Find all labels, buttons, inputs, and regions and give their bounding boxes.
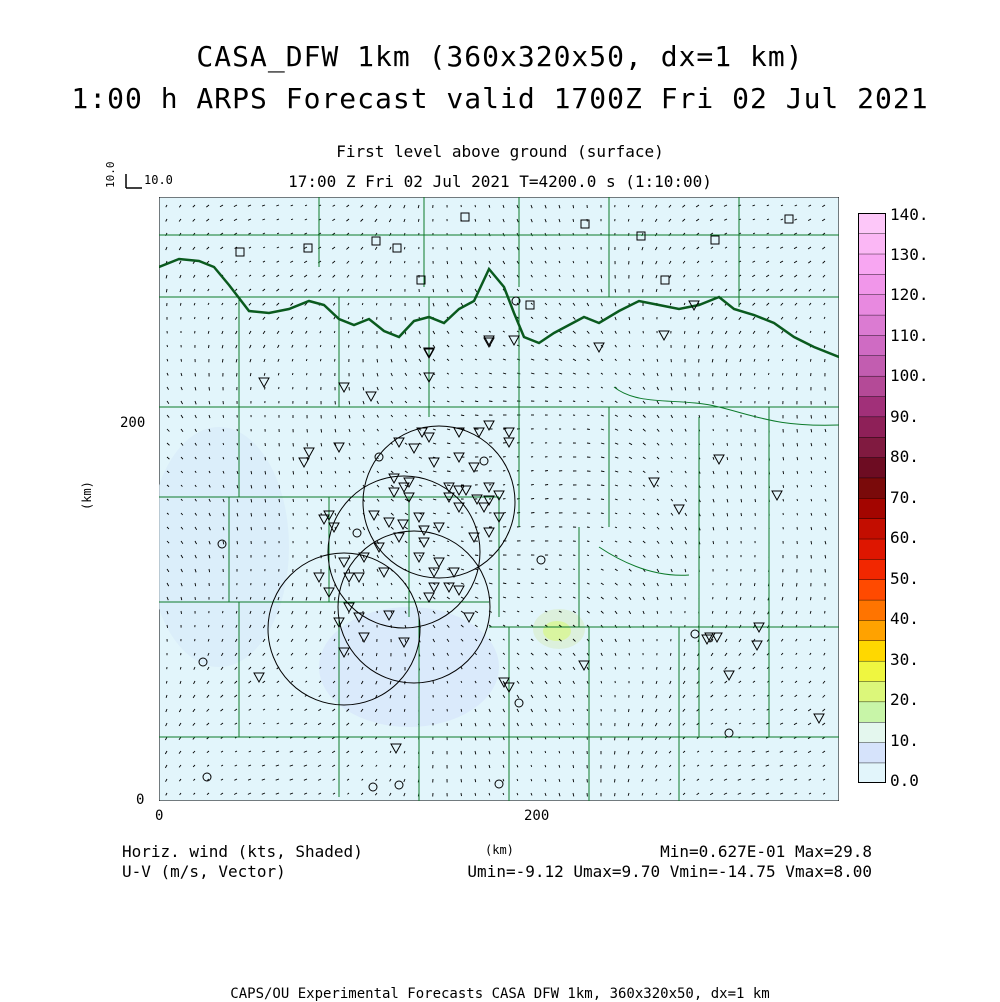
wind-vector	[293, 499, 294, 502]
reference-vector-vertical-label: 10.0	[104, 162, 117, 189]
wind-vector	[782, 583, 783, 586]
wind-vector	[797, 485, 798, 487]
wind-vector	[376, 303, 377, 305]
colorbar-label-40: 40.	[890, 609, 919, 628]
wind-vector	[278, 583, 279, 586]
wind-vector	[726, 597, 727, 600]
wind-vector	[181, 359, 182, 362]
wind-vector	[195, 373, 196, 376]
wind-vector	[447, 695, 448, 697]
colorbar-swatch	[858, 396, 886, 417]
wind-vector	[685, 583, 686, 586]
y-tick-label-200: 200	[120, 415, 145, 431]
wind-vector	[559, 583, 561, 584]
field-description-shaded: Horiz. wind (kts, Shaded)	[122, 842, 363, 861]
wind-vector	[279, 471, 280, 475]
wind-vector	[447, 485, 450, 486]
wind-vector	[251, 457, 252, 460]
wind-vector	[615, 289, 616, 292]
y-axis-label: (km)	[80, 481, 94, 510]
wind-vector	[671, 597, 672, 600]
wind-vector	[265, 583, 266, 586]
wind-vector	[265, 513, 266, 516]
colorbar-label-130: 130.	[890, 245, 929, 264]
wind-vector	[741, 583, 742, 586]
wind-vector	[531, 387, 534, 388]
colorbar-label-10: 10.	[890, 731, 919, 750]
wind-vector	[531, 471, 534, 472]
colorbar	[858, 213, 886, 783]
wind-vector	[320, 359, 321, 361]
wind-vector	[573, 751, 574, 754]
wind-vector	[573, 219, 574, 222]
colorbar-swatches	[858, 213, 886, 783]
colorbar-swatch	[858, 681, 886, 702]
uv-range-stats: Umin=-9.12 Umax=9.70 Vmin=-14.75 Vmax=8.00	[467, 862, 872, 881]
x-tick-label-0: 0	[155, 808, 163, 824]
wind-vector	[545, 471, 548, 472]
wind-vector	[811, 415, 812, 419]
wind-vector	[306, 583, 307, 586]
wind-vector	[783, 499, 784, 501]
x-tick-label-200: 200	[524, 808, 549, 824]
wind-vector	[180, 303, 181, 306]
colorbar-swatch	[858, 722, 886, 743]
wind-vector	[167, 345, 168, 347]
colorbar-label-120: 120.	[890, 285, 929, 304]
colorbar-swatch	[858, 417, 886, 438]
wind-vector	[223, 611, 224, 613]
wind-map-plot	[159, 197, 839, 801]
wind-vector	[741, 499, 742, 502]
wind-vector	[433, 681, 434, 684]
wind-vector	[279, 485, 280, 488]
wind-vector	[796, 373, 797, 376]
wind-vector	[573, 205, 574, 208]
credit-line: CAPS/OU Experimental Forecasts CASA DFW 1km, 360x320x50, dx=1 km	[0, 986, 1000, 1002]
colorbar-swatch	[858, 254, 886, 275]
wind-vector	[545, 387, 548, 388]
wind-vector	[293, 471, 294, 474]
wind-vector	[391, 289, 392, 291]
wind-vector	[629, 653, 630, 655]
wind-vector	[684, 331, 685, 334]
wind-vector	[531, 498, 534, 499]
wind-vector	[741, 513, 742, 516]
colorbar-swatch	[858, 437, 886, 458]
wind-vector	[573, 723, 574, 725]
colorbar-swatch	[858, 559, 886, 580]
wind-vector	[405, 261, 406, 263]
wind-vector	[195, 317, 196, 319]
colorbar-label-60: 60.	[890, 528, 919, 547]
wind-vector	[768, 373, 769, 375]
colorbar-swatch	[858, 274, 886, 295]
field-description-vector: U-V (m/s, Vector)	[122, 862, 286, 881]
colorbar-swatch	[858, 213, 886, 234]
colorbar-swatch	[858, 356, 886, 377]
wind-vector	[447, 513, 450, 514]
wind-vector	[503, 387, 506, 388]
wind-vector	[377, 359, 378, 362]
colorbar-swatch	[858, 518, 886, 539]
plot-title-line2: 1:00 h ARPS Forecast valid 1700Z Fri 02 Jul 2021	[0, 82, 1000, 115]
wind-vector	[811, 597, 812, 600]
wind-vector	[237, 541, 238, 544]
wind-vector	[307, 443, 308, 447]
colorbar-swatch	[858, 600, 886, 621]
colorbar-swatch	[858, 233, 886, 254]
wind-vector	[670, 653, 671, 656]
wind-vector	[587, 541, 589, 542]
wind-vector	[545, 597, 547, 598]
wind-vector	[643, 345, 644, 347]
wind-vector	[391, 667, 392, 671]
wind-vector	[209, 625, 210, 627]
wind-vector	[335, 555, 336, 558]
wind-vector	[293, 485, 294, 488]
wind-vector	[293, 457, 294, 461]
reference-vector-horizontal-label: 10.0	[144, 173, 173, 187]
shade-low-speed-south	[319, 607, 499, 727]
wind-vector	[349, 625, 350, 627]
wind-vector	[629, 709, 630, 712]
colorbar-label-20: 20.	[890, 690, 919, 709]
wind-vector	[349, 569, 350, 572]
wind-vector	[573, 401, 575, 402]
wind-vector	[223, 555, 224, 558]
wind-vector	[321, 429, 322, 433]
wind-vector	[810, 359, 811, 362]
colorbar-label-70: 70.	[890, 488, 919, 507]
wind-vector	[363, 331, 364, 334]
wind-vector	[265, 457, 266, 460]
wind-vector	[237, 443, 238, 445]
wind-vector	[797, 443, 798, 446]
wind-vector	[335, 415, 336, 418]
wind-vector	[825, 401, 826, 404]
colorbar-swatch	[858, 641, 886, 662]
wind-vector	[782, 373, 783, 375]
wind-vector	[209, 569, 210, 572]
wind-vector	[419, 303, 420, 306]
colorbar-swatch	[858, 294, 886, 315]
wind-vector	[783, 457, 784, 460]
colorbar-label-30: 30.	[890, 650, 919, 669]
wind-vector	[657, 667, 658, 670]
wind-vector	[307, 373, 308, 375]
wind-vector	[363, 583, 364, 586]
colorbar-label-90: 90.	[890, 407, 919, 426]
wind-vector	[349, 345, 350, 348]
wind-vector	[783, 443, 784, 447]
wind-vector	[517, 583, 520, 584]
wind-vector	[587, 555, 589, 556]
wind-vector	[601, 499, 604, 500]
wind-vector	[587, 415, 589, 416]
wind-vector	[166, 289, 167, 292]
wind-vector	[727, 443, 728, 446]
wind-vector	[755, 457, 756, 460]
wind-vector	[601, 485, 604, 486]
colorbar-label-110: 110.	[890, 326, 929, 345]
wind-vector	[362, 317, 363, 319]
wind-vector	[307, 485, 308, 488]
colorbar-label-50: 50.	[890, 569, 919, 588]
wind-vector	[573, 765, 574, 768]
wind-vector	[797, 499, 798, 501]
colorbar-label-80: 80.	[890, 447, 919, 466]
y-tick-label-0: 0	[136, 792, 144, 808]
wind-vector	[292, 373, 293, 375]
colorbar-swatch	[858, 457, 886, 478]
wind-vector	[167, 625, 168, 628]
wind-vector	[447, 541, 449, 542]
wind-vector	[615, 779, 616, 782]
wind-vector	[363, 373, 364, 376]
colorbar-swatch	[858, 498, 886, 519]
wind-vector	[531, 583, 534, 584]
colorbar-label-0: 0.0	[890, 771, 919, 790]
colorbar-swatch	[858, 315, 886, 336]
wind-vector	[461, 793, 462, 796]
wind-vector	[377, 597, 378, 599]
wind-vector	[447, 261, 448, 264]
wind-vector	[601, 513, 604, 514]
colorbar-swatch	[858, 702, 886, 723]
wind-vector	[587, 429, 590, 430]
wind-vector	[475, 555, 478, 556]
wind-vector	[755, 471, 756, 474]
wind-vector	[783, 485, 784, 488]
wind-vector	[545, 485, 548, 486]
wind-vector	[447, 471, 450, 472]
wind-vector	[405, 317, 406, 320]
colorbar-swatch	[858, 478, 886, 499]
wind-vector	[615, 765, 616, 769]
wind-vector	[489, 401, 492, 402]
wind-vector	[418, 219, 419, 222]
wind-vector	[754, 583, 755, 586]
wind-vector	[335, 359, 336, 362]
colorbar-swatch	[858, 335, 886, 356]
wind-vector	[628, 205, 629, 207]
wind-vector	[615, 667, 616, 669]
wind-vector	[741, 457, 742, 460]
wind-vector	[545, 583, 547, 584]
wind-vector	[279, 457, 280, 460]
wind-vector	[321, 527, 322, 530]
wind-vector	[713, 541, 714, 544]
wind-vector	[447, 527, 449, 528]
wind-vector	[209, 345, 210, 348]
wind-vector	[222, 359, 223, 362]
colorbar-swatch	[858, 579, 886, 600]
wind-vector	[531, 513, 534, 514]
wind-vector	[265, 499, 266, 502]
wind-vector	[601, 527, 603, 528]
colorbar-swatch	[858, 539, 886, 560]
wind-vector	[166, 681, 167, 684]
colorbar-swatch	[858, 742, 886, 763]
colorbar-swatch	[858, 661, 886, 682]
wind-vector	[251, 527, 252, 530]
wind-vector	[376, 653, 377, 656]
wind-vector	[447, 457, 450, 458]
wind-vector	[755, 499, 756, 502]
wind-vector	[181, 611, 182, 614]
wind-vector	[628, 247, 629, 250]
colorbar-label-140: 140.	[890, 205, 929, 224]
wind-vector	[573, 569, 575, 570]
wind-vector	[405, 695, 406, 698]
wind-vector	[237, 373, 238, 376]
wind-vector	[726, 373, 727, 376]
reference-vector-icon	[124, 172, 144, 192]
wind-vector	[265, 485, 266, 488]
wind-vector	[475, 205, 476, 207]
min-max-stats: Min=0.627E-01 Max=29.8	[660, 842, 872, 861]
x-axis-label: (km)	[485, 843, 514, 857]
wind-vector	[755, 485, 756, 488]
wind-vector	[811, 541, 812, 544]
wind-vector	[265, 471, 266, 474]
plot-title-line1: CASA_DFW 1km (360x320x50, dx=1 km)	[0, 40, 1000, 73]
wind-vector	[390, 275, 391, 277]
wind-vector	[615, 751, 616, 754]
wind-vector	[251, 513, 252, 516]
level-subtitle: First level above ground (surface)	[0, 142, 1000, 161]
colorbar-swatch	[858, 376, 886, 397]
colorbar-swatch	[858, 620, 886, 641]
wind-vector	[713, 443, 714, 445]
wind-vector	[587, 709, 588, 711]
wind-vector	[461, 765, 462, 769]
shade-30kt-patch	[543, 621, 571, 641]
wind-vector	[797, 583, 798, 587]
wind-vector	[209, 387, 210, 391]
colorbar-label-100: 100.	[890, 366, 929, 385]
wind-vector	[545, 499, 548, 500]
wind-vector	[279, 499, 280, 502]
colorbar-swatch	[858, 763, 886, 783]
wind-vector	[727, 527, 728, 530]
valid-time-subtitle: 17:00 Z Fri 02 Jul 2021 T=4200.0 s (1:10:00)	[0, 172, 1000, 191]
wind-vector	[531, 484, 534, 485]
wind-vector	[321, 499, 322, 501]
wind-vector	[797, 513, 798, 515]
wind-vector	[461, 779, 462, 782]
wind-vector	[223, 415, 224, 418]
wind-vector	[489, 569, 492, 570]
wind-vector	[461, 751, 462, 754]
wind-vector	[307, 499, 308, 502]
wind-vector	[783, 471, 784, 474]
